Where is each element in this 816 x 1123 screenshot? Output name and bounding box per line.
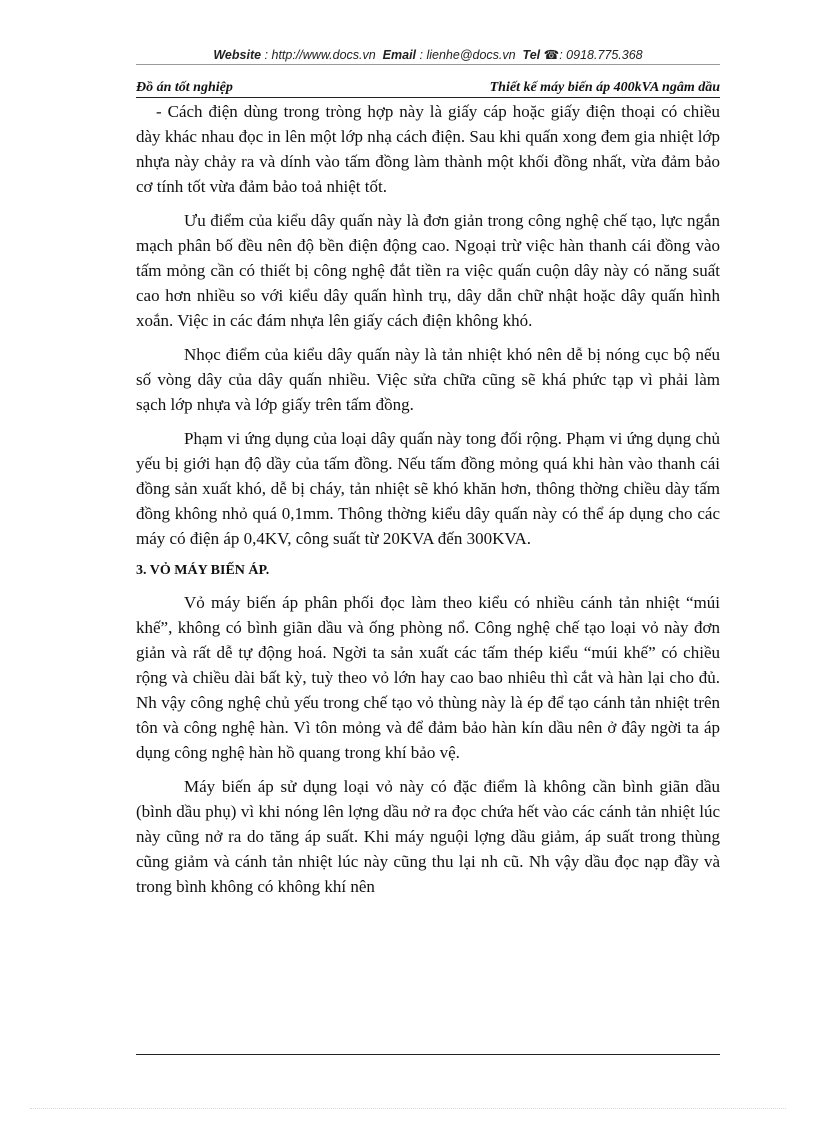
footer-divider bbox=[136, 1054, 720, 1055]
paragraph-insulation: - Cách điện dùng trong tròng hợp này là giấy cáp hoặc giấy điện thoại có chiều dày khác nhau đọc in lên một lớp nhạ cách điện. Sau khi quấn xong đem gia nhiệt lớp nhựa này chảy ra và dính vào tấm đồng làm thành một khối đồng nhất, vừa đảm bảo cơ tính tốt vừa đảm bảo toả nhiệt tốt. bbox=[136, 102, 720, 196]
tel-label: Tel bbox=[522, 48, 541, 62]
website-contact-line bbox=[136, 47, 720, 62]
paragraph-tank-features: Máy biến áp sử dụng loại vỏ này có đặc điểm là không cần bình giãn dầu (bình dầu phụ) vì khi nóng lên lợng dầu nở ra đọc chứa hết vào các cánh tản nhiệt lúc này cũng nở ra do tăng áp suất. Khi máy nguội lợng dầu giảm, áp suất trong thùng cũng giảm và cánh tản nhiệt lúc này cũng thu lại nh cũ. Nh vậy dầu đọc nạp đầy và trong bình không có không khí nên bbox=[136, 777, 720, 896]
header-right-title: Thiết kế máy biến áp 400kVA ngâm dầu bbox=[489, 80, 720, 95]
paragraph-application-range: Phạm vi ứng dụng của loại dây quấn này tong đối rộng. Phạm vi ứng dụng chủ yếu bị giới hạn độ dầy của tấm đồng. Nếu tấm đồng mỏng quá khi hàn vào thanh cái đồng sản xuất khó, dễ bị cháy, tản nhiệt sẽ khó khăn hơn, thông thờng chiều dày tấm đồng không nhỏ quá 0,1mm. Thông thờng kiểu dây quấn này có thể áp dụng cho các máy có điện áp 0,4KV, công suất từ 20KVA đến 300KVA. bbox=[136, 429, 720, 548]
paragraph-tank-design: Vỏ máy biến áp phân phối đọc làm theo kiểu có nhiều cánh tản nhiệt “múi khế”, không có bình giãn dầu và ống phòng nổ. Công nghệ chế tạo loại vỏ này đơn giản và rất dễ tự động hoá. Ngời ta sản xuất các tấm thép kiểu “múi khế” có chiều rộng và chiều dài bất kỳ, tuỳ theo vỏ lớn hay cao bao nhiêu thì cắt và hàn lại cho đủ. Nh vậy công nghệ chủ yếu trong chế tạo vỏ thùng này là ép để tạo cánh tản nhiệt trên tôn và công nghệ hàn. Vì tôn mỏng và để đảm bảo hàn kín dầu nên ở đây ngời ta áp dụng công nghệ hàn hồ quang trong khí bảo vệ. bbox=[136, 593, 720, 762]
paragraph-disadvantages: Nhọc điểm của kiểu dây quấn này là tản nhiệt khó nên dễ bị nóng cục bộ nếu số vòng dây của dây quấn nhiều. Việc sửa chữa cũng sẽ khá phức tạp vì phải làm sạch lớp nhựa và lớp giấy trên tấm đồng. bbox=[136, 345, 720, 414]
paragraph-advantages: Ưu điểm của kiểu dây quấn này là đơn giản trong công nghệ chế tạo, lực ngắn mạch phân bố đều nên độ bền điện động cao. Ngoại trừ việc hàn thanh cái đồng vào tấm mỏng cần có thiết bị công nghệ đắt tiền ra việc quấn cuộn dây này có năng suất cao hơn nhiều so với kiểu dây quấn hình trụ, dây dẫn chữ nhật hoặc dây quấn hình xoắn. Việc in các đám nhựa lên giấy cách điện không khó. bbox=[136, 211, 720, 330]
section-heading: 3. VỎ MÁY BIẾN ÁP. bbox=[136, 563, 270, 578]
website-label: Website bbox=[213, 48, 262, 62]
document-body bbox=[136, 99, 720, 908]
website-url[interactable]: : http://www.docs.vn bbox=[264, 48, 376, 62]
header-left-title: Đồ án tốt nghiệp bbox=[136, 80, 233, 95]
tel-number: : 0918.775.368 bbox=[559, 48, 643, 62]
email-address[interactable]: : lienhe@docs.vn bbox=[419, 48, 516, 62]
page-edge-dotted-line bbox=[30, 1108, 786, 1109]
website-divider bbox=[136, 64, 720, 65]
email-label: Email bbox=[382, 48, 417, 62]
phone-icon: ☎ bbox=[543, 48, 560, 62]
running-header bbox=[136, 80, 720, 98]
